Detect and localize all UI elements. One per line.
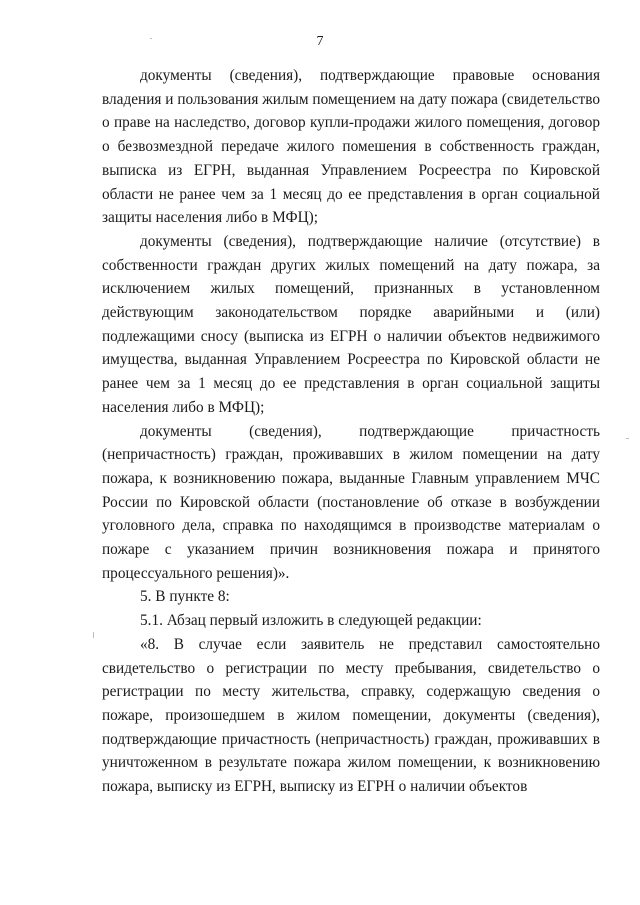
paragraph-other-housing-documents: документы (сведения), подтверждающие наличие (отсутствие) в собственности граждан других жилых помещений на дату пожара, за исключением жилых помещений, признанных в установленном действующим законодательством порядке аварийными и (или) подлежащими сносу (выписка из ЕГРН о наличии объектов недвижимого имущества, выданная Управлением Росреестра по Кировской области не ранее чем за 1 месяц до ее представления в орган социальной защиты населения либо в МФЦ); <box>102 232 600 416</box>
paragraph-amendment-5-1: 5.1. Абзац первый изложить в следующей редакции: <box>140 612 482 630</box>
paragraph-point-8-text: «8. В случае если заявитель не представил самостоятельно свидетельство о регистрации по месту пребывания, свидетельство о регистрации по месту жительства, справку, содержащую сведения о пожаре, произошедшем в жилом помещении, документы (сведения), подтверждающие причастность (непричастность) граждан, проживавших в уничтоженном в результате пожара жилом помещении, к возникновению пожара, выписку из ЕГРН, выписку из ЕГРН о наличии объектов <box>102 635 600 796</box>
paragraph-ownership-documents: документы (сведения), подтверждающие правовые основания владения и пользования жилым помещением на дату пожара (свидетельство о праве на наследство, договор купли-продажи жилого помещения, договор о безвозмездной передаче жилого помешения в собственность граждан, выписка из ЕГРН, выданная Управлением Росреестра по Кировской области не ранее чем за 1 месяц до ее представления в орган социальной защиты населения либо в МФЦ); <box>102 67 600 227</box>
paragraph-point-8-heading: 5. В пункте 8: <box>140 588 230 606</box>
scan-speck <box>150 38 152 39</box>
paragraph-fire-involvement-documents: документы (сведения), подтверждающие причастность (непричастность) граждан, проживавших в жилом помещении на дату пожара, к возникновению пожара, выданные Главным управлением МЧС России по Кировской области (постановление об отказе в возбуждении уголовного дела, справка по находящимся в производстве материалам о пожаре с указанием причин возникновения пожара и принятого процессуального решения)». <box>102 422 600 582</box>
scan-speck <box>626 438 629 439</box>
document-body <box>102 64 600 799</box>
scan-speck <box>93 632 94 638</box>
page-number: 7 <box>316 34 324 49</box>
